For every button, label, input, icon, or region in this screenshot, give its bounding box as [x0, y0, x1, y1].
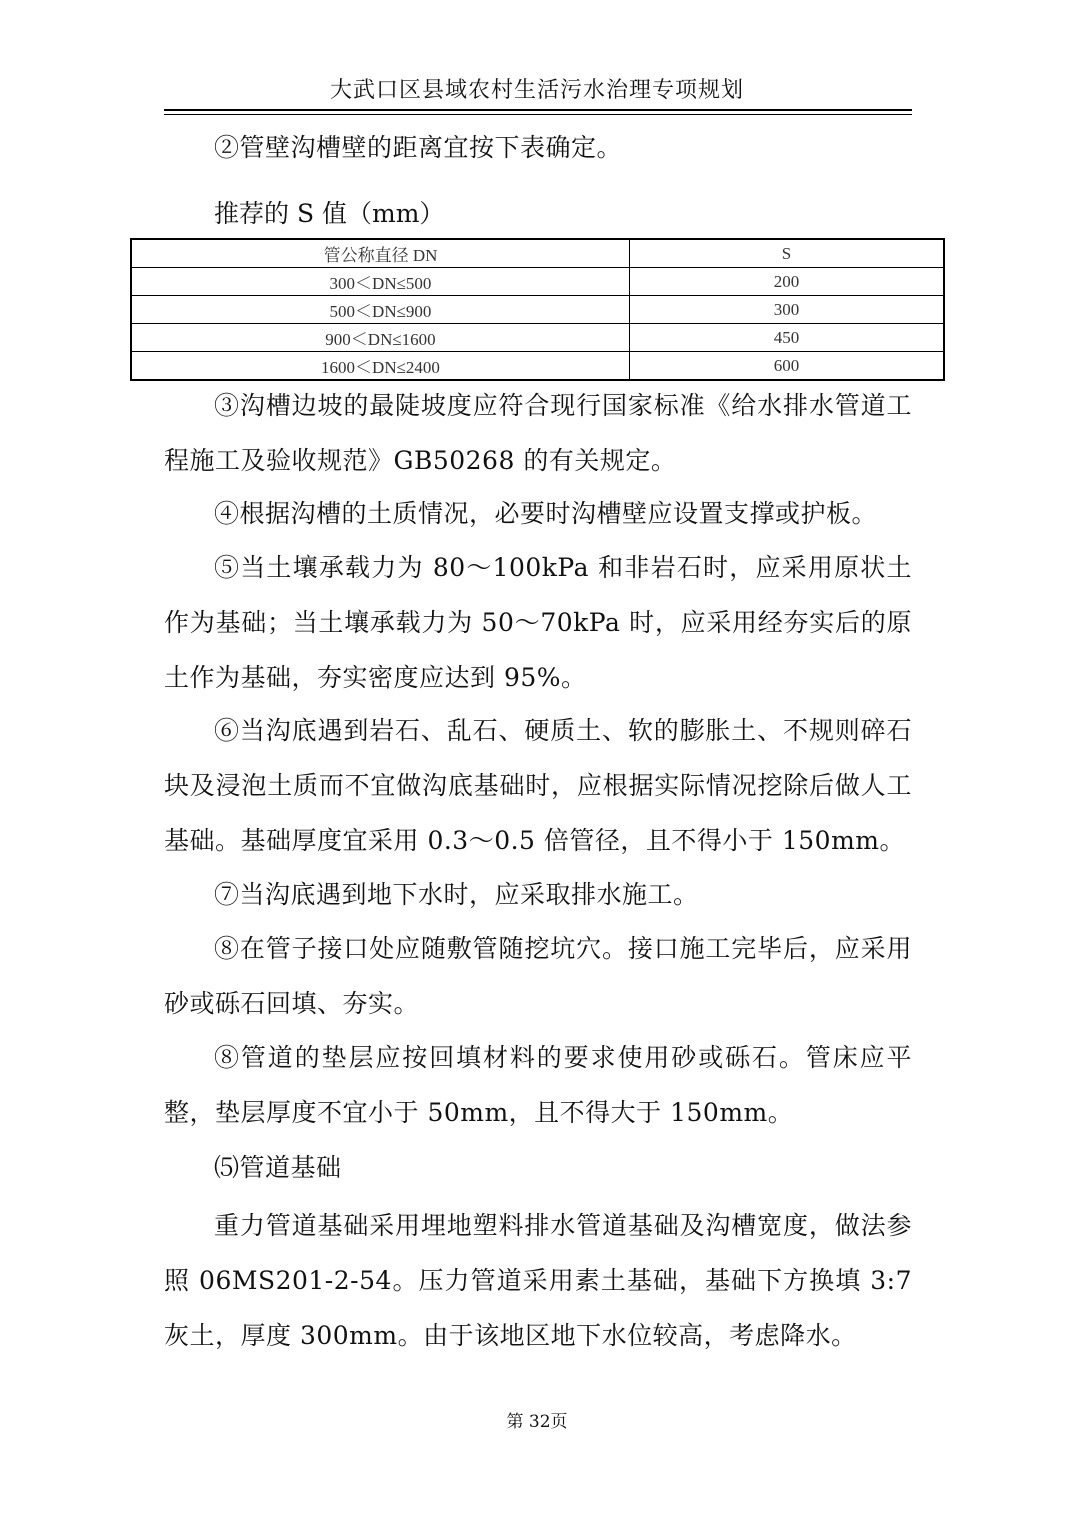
table-header-row — [131, 239, 944, 268]
section-heading-pipe-foundation: ⑸管道基础 — [214, 1153, 342, 1182]
table-cell: 900＜DN≤1600 — [131, 324, 630, 352]
table-row — [131, 352, 944, 381]
table-cell: 300＜DN≤500 — [131, 268, 630, 296]
table-cell: 450 — [630, 324, 945, 352]
table-cell: 1600＜DN≤2400 — [131, 352, 630, 381]
paragraph-3: ③沟槽边坡的最陡坡度应符合现行国家标准《给水排水管道工程施工及验收规范》GB50268 的有关规定。 — [164, 391, 912, 475]
header-rule — [164, 109, 912, 111]
paragraph-7: ⑦当沟底遇到地下水时，应采取排水施工。 — [214, 880, 699, 909]
table-row — [131, 324, 944, 352]
s-value-table — [130, 238, 945, 381]
header-rule-thin — [164, 114, 912, 115]
header-cell-dn: 管公称直径 DN — [131, 239, 630, 268]
table-row — [131, 296, 944, 324]
paragraph-8a: ⑧在管子接口处应随敷管随挖坑穴。接口施工完毕后，应采用砂或砾石回填、夯实。 — [164, 934, 912, 1018]
table-caption: 推荐的 S 值（mm） — [214, 199, 445, 228]
paragraph-6: ⑥当沟底遇到岩石、乱石、硬质土、软的膨胀土、不规则碎石块及浸泡土质而不宜做沟底基础时，应根据实际情况挖除后做人工基础。基础厚度宜采用 0.3～0.5 倍管径，且不得小于 150mm。 — [164, 716, 912, 855]
page-number: 第 32页 — [506, 1412, 568, 1432]
header-cell-s: S — [630, 239, 945, 268]
paragraph-foundation: 重力管道基础采用埋地塑料排水管道基础及沟槽宽度，做法参照 06MS201-2-54。压力管道采用素土基础，基础下方换填 3:7 灰土，厚度 300mm。由于该地区地下水位较高，考虑降水。 — [164, 1211, 912, 1350]
intro-paragraph: ②管壁沟槽壁的距离宜按下表确定。 — [214, 133, 623, 162]
paragraph-4: ④根据沟槽的土质情况，必要时沟槽壁应设置支撑或护板。 — [214, 499, 878, 528]
page-header: 大武口区县域农村生活污水治理专项规划 — [329, 78, 744, 103]
table-cell: 300 — [630, 296, 945, 324]
table-row — [131, 268, 944, 296]
table-cell: 500＜DN≤900 — [131, 296, 630, 324]
paragraph-5: ⑤当土壤承载力为 80～100kPa 和非岩石时，应采用原状土作为基础；当土壤承载力为 50～70kPa 时，应采用经夯实后的原土作为基础，夯实密度应达到 95%。 — [164, 553, 912, 692]
table-cell: 600 — [630, 352, 945, 381]
table-cell: 200 — [630, 268, 945, 296]
paragraph-8b: ⑧管道的垫层应按回填材料的要求使用砂或砾石。管床应平整，垫层厚度不宜小于 50mm，且不得大于 150mm。 — [164, 1043, 912, 1127]
